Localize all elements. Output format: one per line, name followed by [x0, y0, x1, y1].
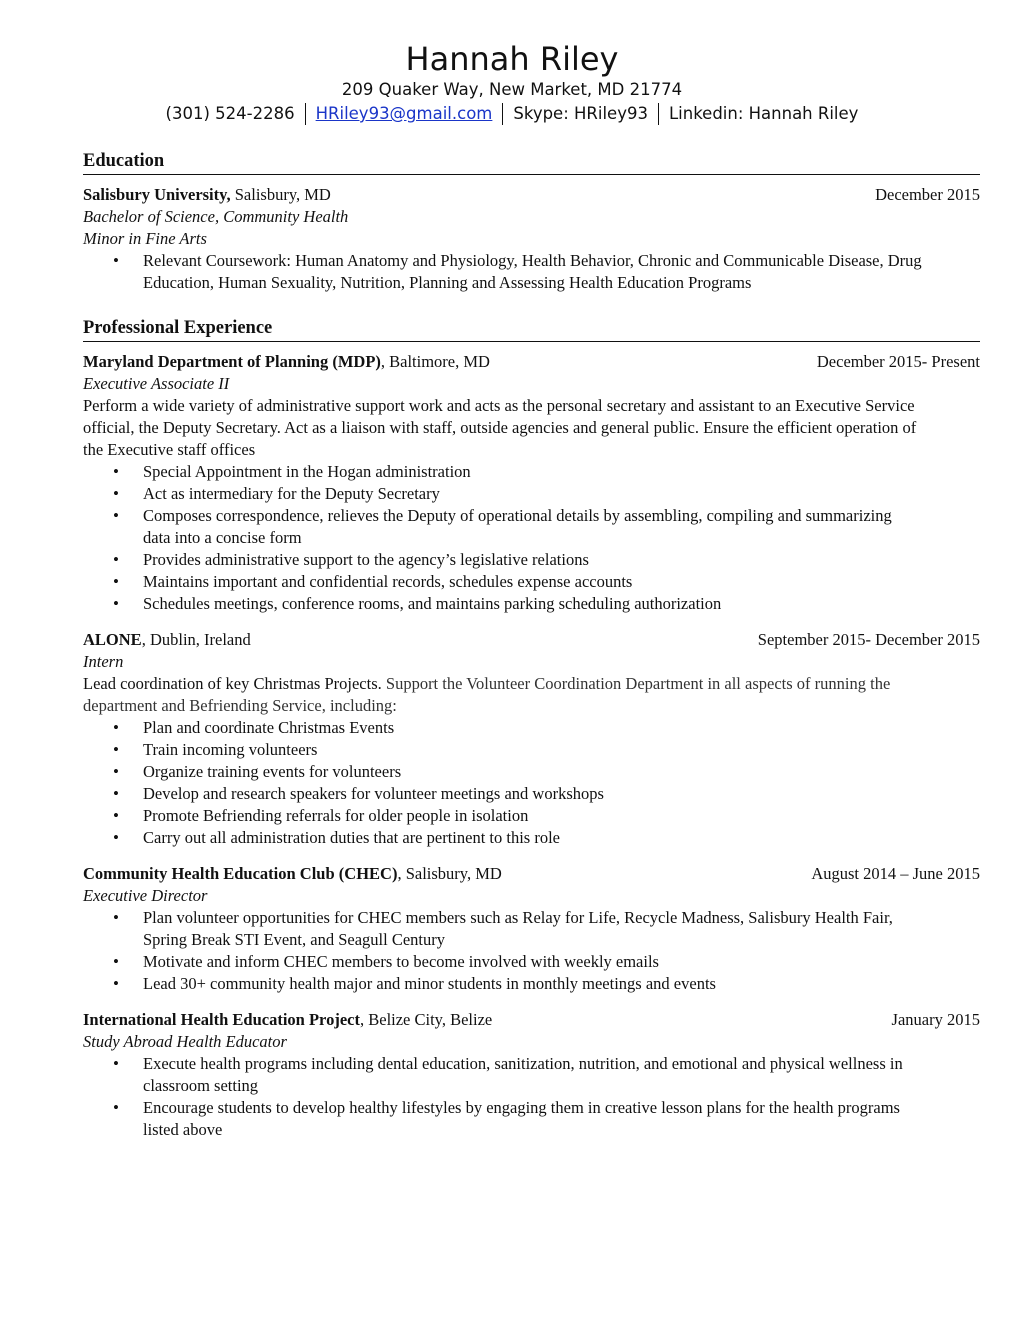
divider	[658, 103, 659, 125]
list-item: • Develop and research speakers for volunteer meetings and workshops	[143, 783, 923, 805]
job-role: Executive Director	[83, 886, 208, 905]
job-date: September 2015- December 2015	[757, 630, 980, 649]
candidate-name: Hannah Riley	[405, 40, 619, 78]
job-location: , Salisbury, MD	[397, 864, 502, 883]
job-org-line	[83, 351, 490, 373]
phone: (301) 524-2286	[165, 104, 295, 123]
job-description-part: Lead coordination of key Christmas Projects.	[83, 674, 382, 693]
job-role: Intern	[83, 652, 124, 671]
job-location: , Baltimore, MD	[380, 352, 490, 371]
job-org: International Health Education Project	[83, 1010, 360, 1029]
list-item: • Execute health programs including dental education, sanitization, nutrition, and emotional and physical wellness in classroom setting	[143, 1053, 923, 1097]
job-date: August 2014 – June 2015	[811, 864, 980, 883]
education-date: December 2015	[875, 185, 980, 204]
list-item: • Promote Befriending referrals for older people in isolation	[143, 805, 923, 827]
job-bullets	[83, 717, 980, 849]
resume-header	[0, 0, 1024, 126]
job-entry	[83, 629, 980, 849]
education-section	[83, 149, 980, 294]
job-description	[83, 673, 923, 717]
job-date: January 2015	[891, 1010, 980, 1029]
list-item: • Carry out all administration duties that are pertinent to this role	[143, 827, 923, 849]
list-item: • Motivate and inform CHEC members to become involved with weekly emails	[143, 951, 923, 973]
list-item: • Train incoming volunteers	[143, 739, 923, 761]
education-bullets	[83, 250, 980, 294]
section-title-education: Education	[83, 149, 980, 175]
job-org-line	[83, 1009, 492, 1031]
contact-line	[0, 102, 1024, 126]
job-head	[83, 863, 980, 885]
school-location: Salisbury, MD	[230, 185, 331, 204]
section-title-experience: Professional Experience	[83, 316, 980, 342]
job-entry	[83, 1009, 980, 1141]
job-entry	[83, 351, 980, 615]
job-head	[83, 1009, 980, 1031]
divider	[502, 103, 503, 125]
job-bullets	[83, 1053, 980, 1141]
linkedin: Linkedin: Hannah Riley	[668, 104, 859, 123]
school-line	[83, 184, 331, 206]
list-item: • Schedules meetings, conference rooms, and maintains parking scheduling authorization	[143, 593, 923, 615]
job-org: Maryland Department of Planning (MDP)	[83, 352, 381, 371]
job-org: Community Health Education Club (CHEC)	[83, 864, 398, 883]
job-role: Study Abroad Health Educator	[83, 1032, 287, 1051]
education-entry-head	[83, 184, 980, 206]
job-role: Executive Associate II	[83, 374, 230, 393]
list-item: • Lead 30+ community health major and minor students in monthly meetings and events	[143, 973, 923, 995]
skype: Skype: HRiley93	[513, 104, 648, 123]
list-item: • Provides administrative support to the agency’s legislative relations	[143, 549, 923, 571]
resume-body	[83, 149, 980, 1163]
minor: Minor in Fine Arts	[83, 229, 207, 248]
job-entry	[83, 863, 980, 995]
job-location: , Dublin, Ireland	[141, 630, 251, 649]
job-head	[83, 351, 980, 373]
experience-section	[83, 316, 980, 1141]
list-item: • Plan and coordinate Christmas Events	[143, 717, 923, 739]
degree: Bachelor of Science, Community Health	[83, 207, 349, 226]
job-head	[83, 629, 980, 651]
address: 209 Quaker Way, New Market, MD 21774	[341, 80, 683, 99]
job-bullets	[83, 461, 980, 615]
job-org-line	[83, 629, 251, 651]
list-item: • Encourage students to develop healthy lifestyles by engaging them in creative lesson plans for the health programs listed above	[143, 1097, 923, 1141]
school-name: Salisbury University,	[83, 185, 231, 204]
list-item: • Act as intermediary for the Deputy Secretary	[143, 483, 923, 505]
list-item: • Maintains important and confidential records, schedules expense accounts	[143, 571, 923, 593]
job-org: ALONE	[83, 630, 142, 649]
list-item: • Composes correspondence, relieves the Deputy of operational details by assembling, compiling and summarizing data into a concise form	[143, 505, 923, 549]
job-location: , Belize City, Belize	[359, 1010, 493, 1029]
job-org-line	[83, 863, 502, 885]
list-item: • Relevant Coursework: Human Anatomy and Physiology, Health Behavior, Chronic and Communicable Disease, Drug Education, Human Sexuality, Nutrition, Planning and Assessing Health Education Programs	[143, 250, 923, 294]
list-item: • Plan volunteer opportunities for CHEC members such as Relay for Life, Recycle Madness, Salisbury Health Fair, Spring Break STI Event, and Seagull Century	[143, 907, 923, 951]
divider	[305, 103, 306, 125]
job-description: Perform a wide variety of administrative support work and acts as the personal secretary and assistant to an Executive Service official, the Deputy Secretary. Act as a liaison with staff, outside agencies and general public. Ensure the efficient operation of the Executive staff offices	[83, 396, 917, 459]
list-item: • Special Appointment in the Hogan administration	[143, 461, 923, 483]
job-date: December 2015- Present	[816, 352, 980, 371]
email-link[interactable]: HRiley93@gmail.com	[315, 104, 493, 123]
job-description-part: Support the Volunteer Coordination Department in all aspects of running the department and Befriending Service, including:	[83, 674, 891, 715]
job-bullets	[83, 907, 980, 995]
list-item: • Organize training events for volunteers	[143, 761, 923, 783]
